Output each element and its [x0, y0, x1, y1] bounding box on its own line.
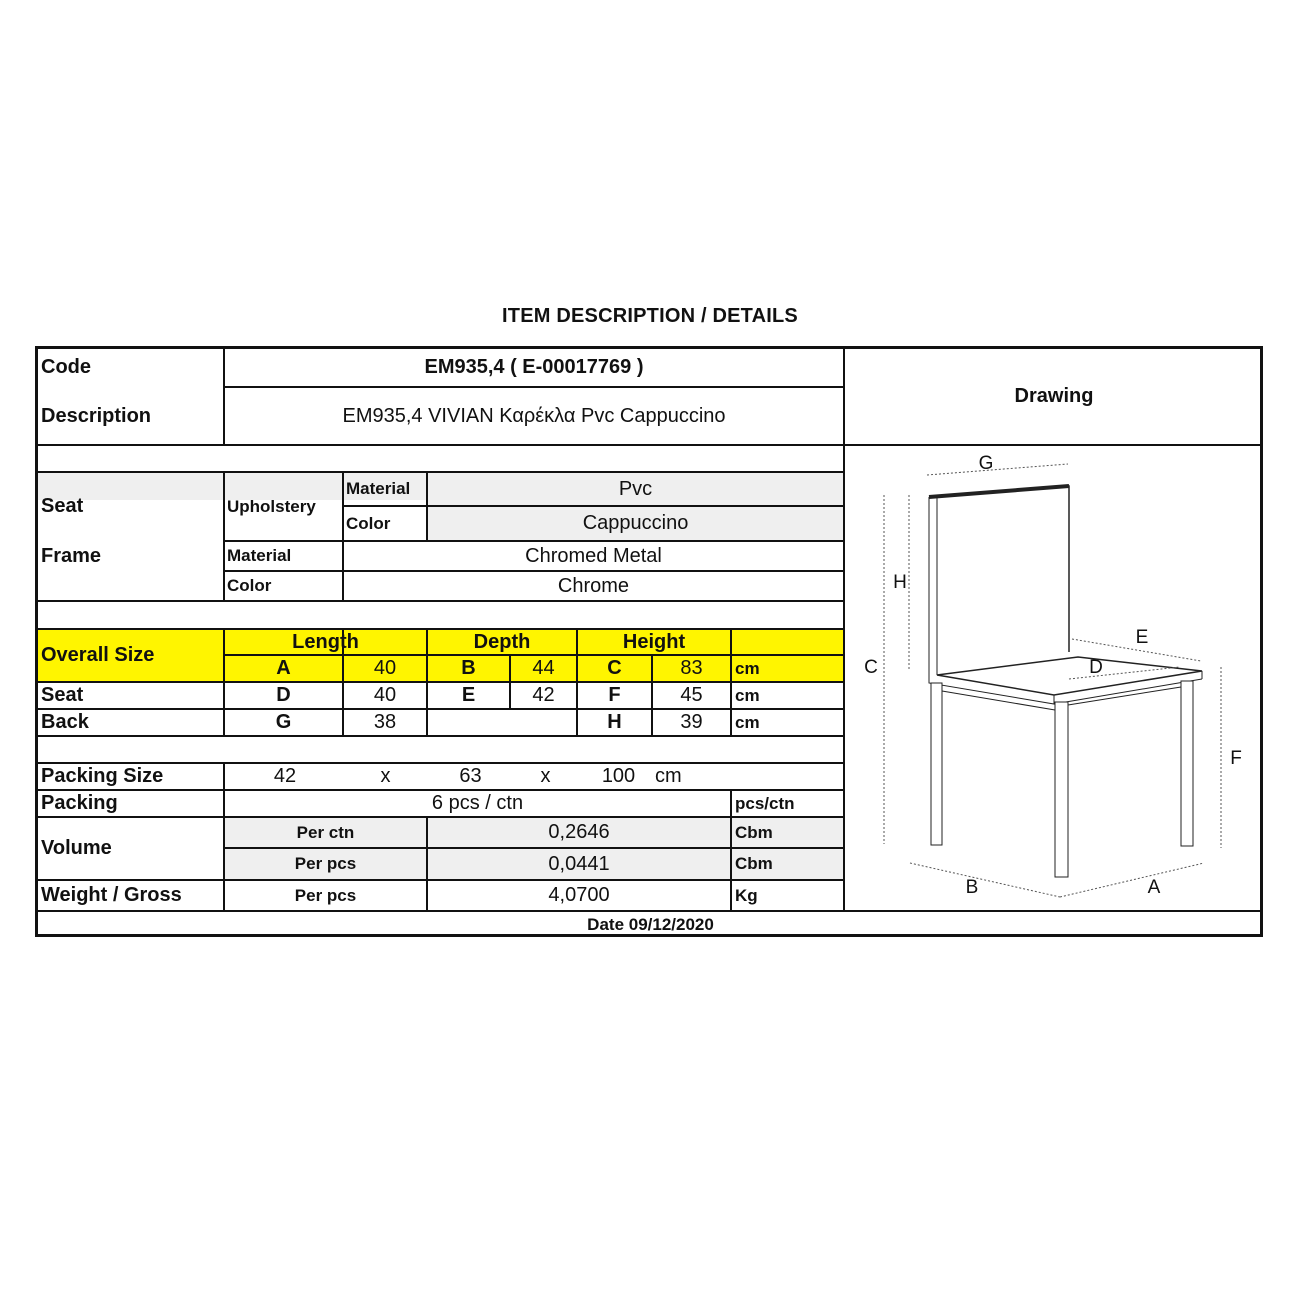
code-value: EM935,4 ( E-00017769 ) [424, 356, 644, 378]
drawing-letter-h: H [893, 572, 907, 593]
dim-b-value: 44 [532, 657, 555, 679]
drawing-letter-b: B [965, 877, 979, 898]
dim-e-value: 42 [532, 684, 555, 706]
dim-b-label: B [461, 657, 476, 679]
drawing-label: Drawing [1014, 385, 1094, 407]
dim-h-label: H [607, 711, 622, 733]
code-label: Code [41, 356, 91, 378]
description-label: Description [41, 404, 152, 427]
seat-material-label: Material [346, 479, 411, 498]
seat-label: Seat [41, 495, 84, 517]
packing-size-v1: 42 [273, 765, 297, 787]
volume-per-pcs-value: 0,0441 [548, 852, 610, 875]
packing-value: 6 pcs / ctn [431, 792, 524, 814]
weight-label: Weight / Gross [41, 884, 182, 906]
drawing-letter-d: D [1089, 657, 1103, 678]
dim-f-value: 45 [680, 684, 703, 706]
volume-per-ctn-label: Per ctn [296, 822, 355, 842]
frame-label: Frame [41, 544, 102, 567]
depth-header: Depth [473, 630, 531, 653]
packing-label: Packing [41, 792, 118, 814]
height-header: Height [622, 630, 686, 653]
date-footer: Date 09/12/2020 [587, 914, 714, 934]
volume-ctn-unit: Cbm [735, 822, 773, 842]
upholstery-label: Upholstery [227, 496, 316, 516]
volume-per-ctn-value: 0,2646 [548, 821, 610, 843]
frame-material-value: Chromed Metal [525, 544, 662, 567]
drawing-letter-g: G [978, 453, 994, 474]
dim-a-label: A [276, 657, 291, 679]
back-size-unit: cm [735, 712, 760, 732]
dim-h-value: 39 [680, 711, 703, 733]
packing-unit: pcs/ctn [735, 793, 795, 813]
description-value: EM935,4 VIVIAN Καρέκλα Pvc Cappuccino [342, 404, 726, 427]
dim-g-label: G [275, 711, 292, 733]
frame-color-value: Chrome [557, 574, 630, 597]
seat-color-label: Color [346, 513, 391, 533]
weight-unit: Kg [735, 885, 758, 905]
length-header: Length [292, 630, 359, 653]
packing-size-v3: 100 [601, 765, 636, 787]
overall-size-label: Overall Size [41, 644, 155, 666]
dim-c-label: C [607, 657, 622, 679]
back-size-label: Back [41, 711, 89, 733]
volume-per-pcs-label: Per pcs [294, 854, 357, 873]
seat-size-label: Seat [41, 684, 84, 706]
packing-size-x2: x [540, 765, 551, 787]
drawing-letter-a: A [1147, 877, 1161, 898]
weight-value: 4,0700 [548, 884, 610, 906]
dim-f-label: F [608, 684, 621, 706]
volume-pcs-unit: Cbm [735, 854, 773, 873]
packing-size-label: Packing Size [41, 765, 164, 787]
packing-size-v2: 63 [459, 765, 482, 787]
packing-size-x1: x [380, 765, 391, 787]
volume-label: Volume [41, 837, 112, 859]
seat-size-unit: cm [735, 685, 760, 705]
overall-unit: cm [735, 658, 760, 678]
weight-per-pcs-label: Per pcs [294, 885, 357, 905]
drawing-letter-f: F [1230, 748, 1242, 769]
seat-material-value: Pvc [618, 477, 653, 500]
drawing-letter-e: E [1135, 627, 1149, 648]
dim-d-label: D [276, 684, 291, 706]
seat-color-value: Cappuccino [582, 512, 689, 534]
chair-drawing [38, 349, 1260, 934]
dim-d-value: 40 [373, 684, 397, 706]
dim-g-value: 38 [373, 711, 397, 733]
drawing-letter-c: C [864, 657, 878, 678]
dim-e-label: E [461, 684, 476, 706]
frame-color-label: Color [227, 576, 272, 595]
page-title: ITEM DESCRIPTION / DETAILS [502, 305, 798, 327]
spec-sheet [35, 346, 1263, 937]
dim-c-value: 83 [680, 657, 703, 679]
dim-a-value: 40 [373, 657, 397, 679]
packing-size-unit: cm [655, 765, 682, 787]
frame-material-label: Material [227, 546, 292, 565]
